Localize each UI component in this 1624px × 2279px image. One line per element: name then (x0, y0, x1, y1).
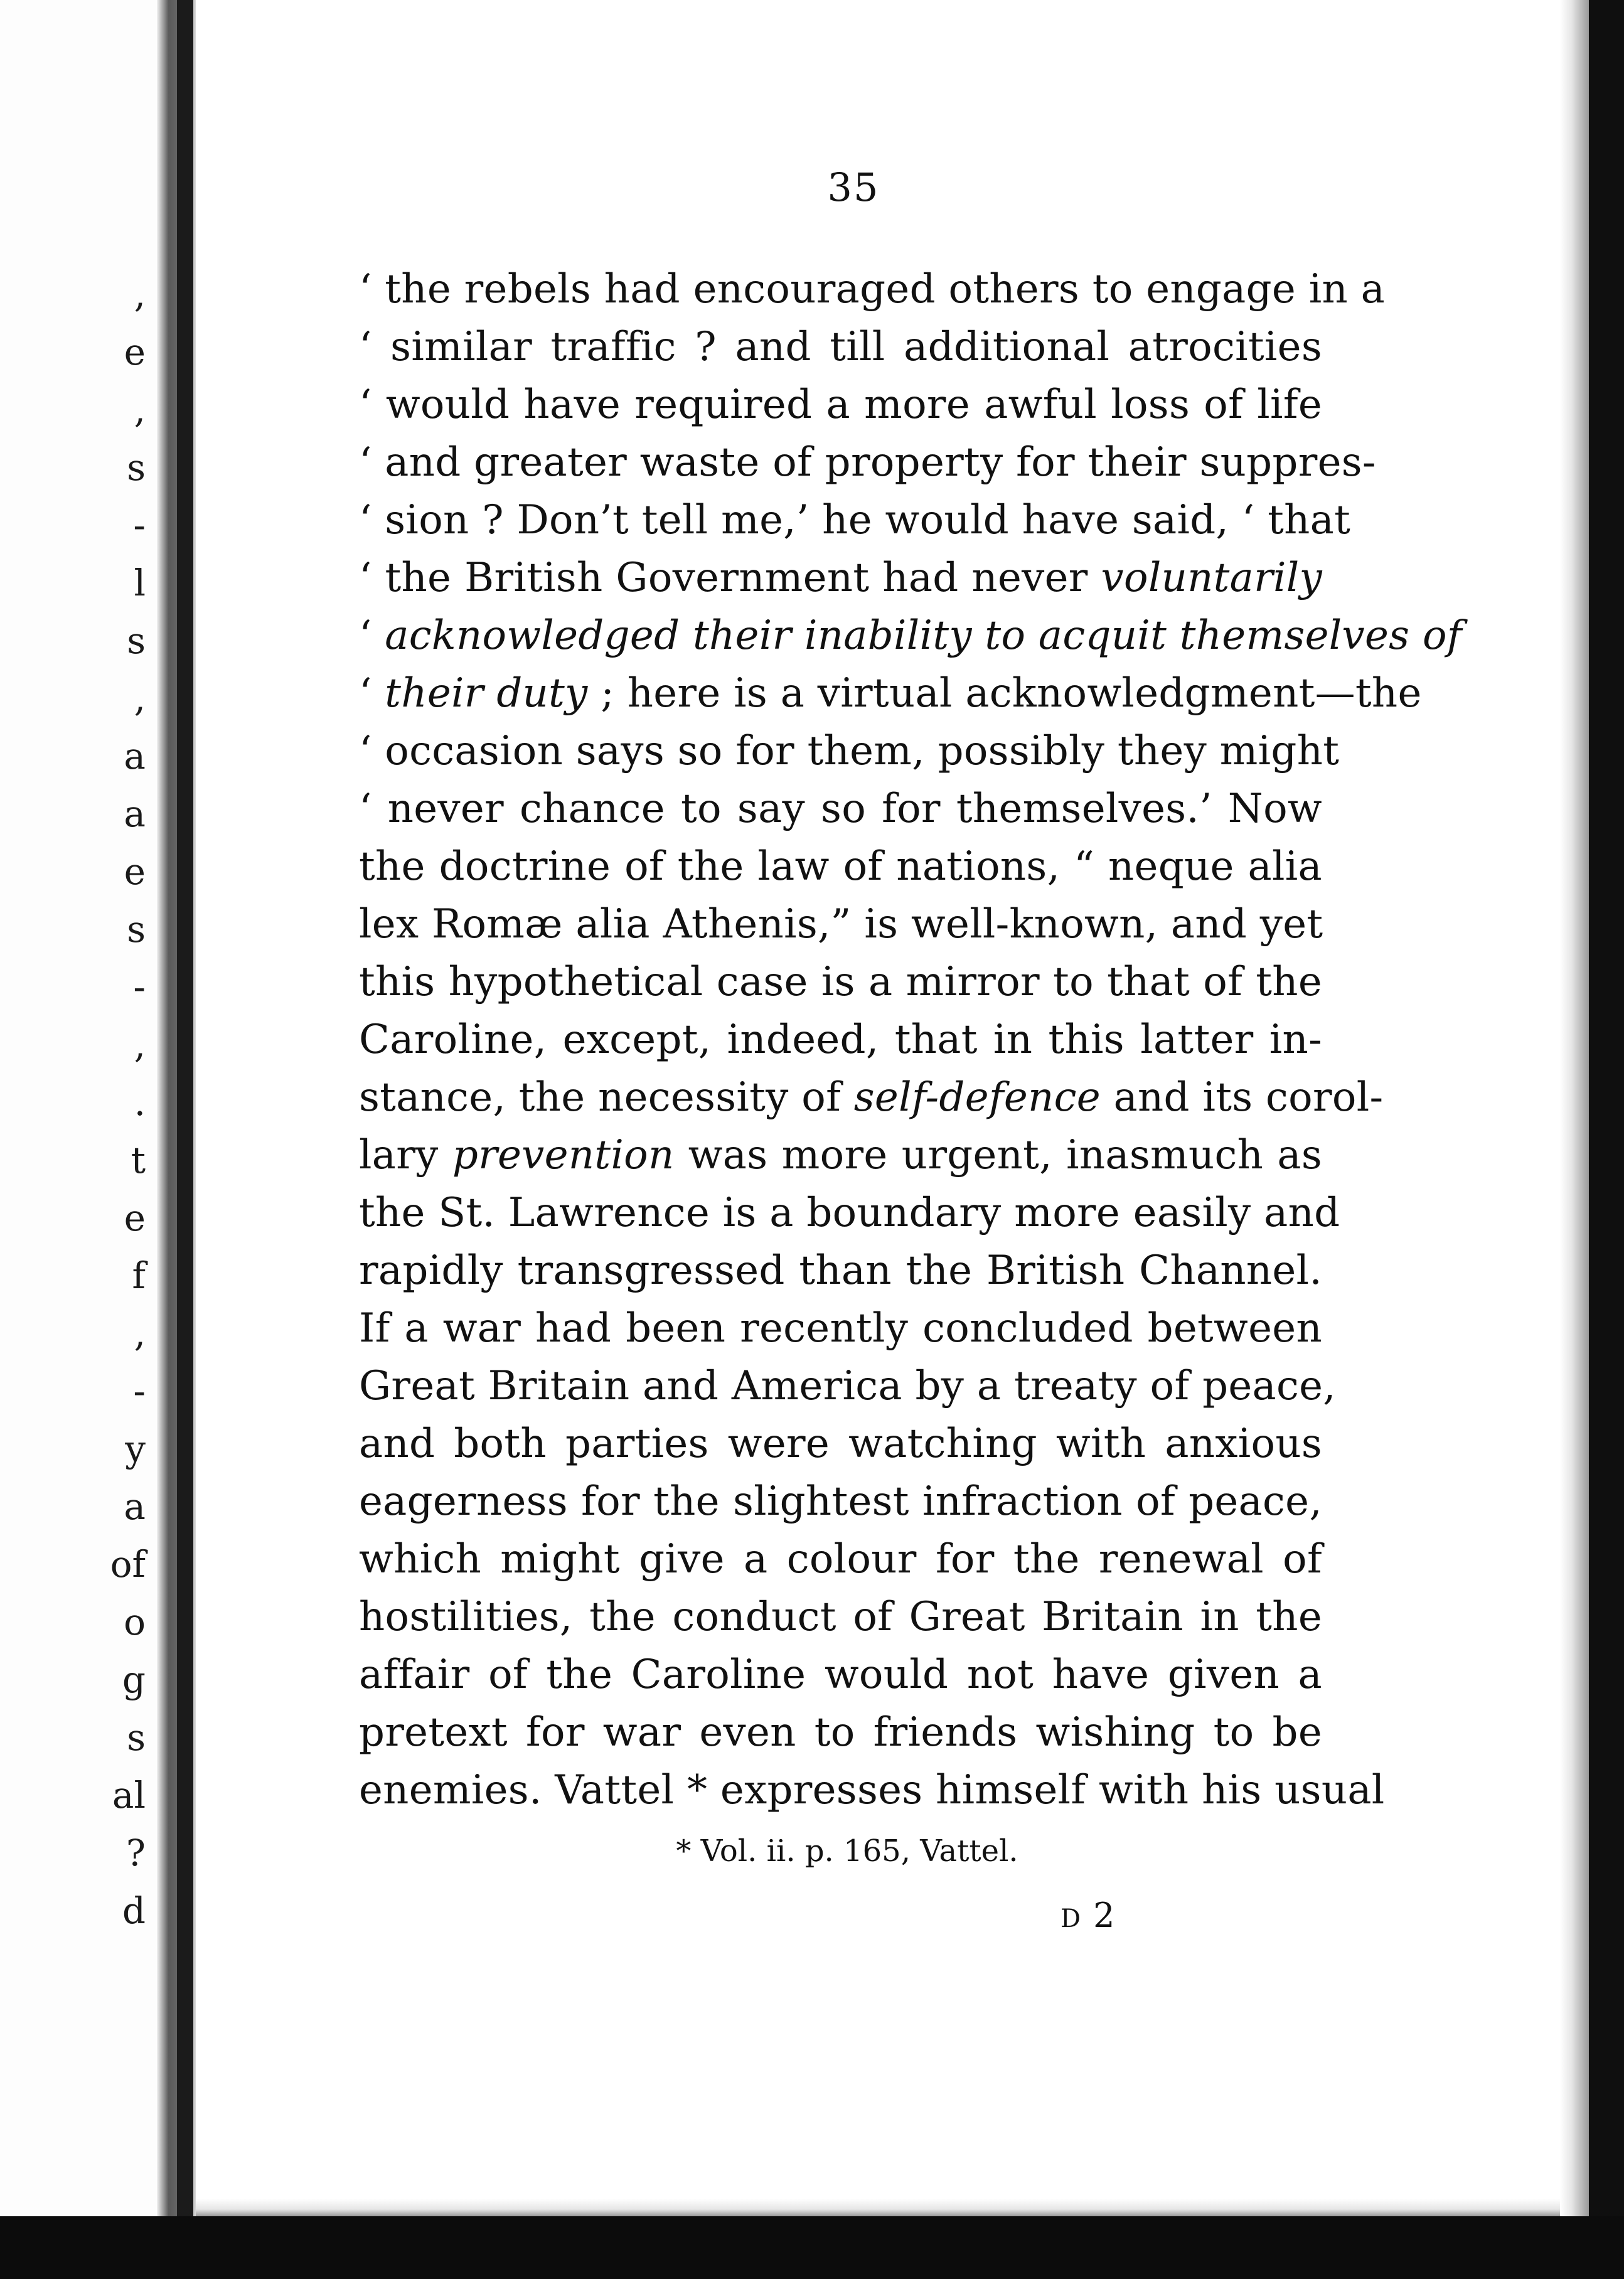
text-line (359, 260, 1386, 318)
text-line (359, 1530, 1322, 1588)
text-segment: enemies. Vattel * expresses himself with his usual (359, 1767, 1385, 1813)
facing-page-fragment: a (124, 793, 146, 835)
facing-page-fragment: , (134, 273, 146, 316)
facing-page-fragment: of (110, 1543, 146, 1586)
text-segment: lex Romæ alia Athenis,” is well-known, and yet (359, 901, 1323, 947)
text-line (359, 1126, 1322, 1184)
italic-text: voluntarily (1101, 555, 1322, 601)
facing-page-fragment: g (122, 1658, 146, 1701)
italic-text: prevention (452, 1132, 675, 1178)
facing-page-fragment: e (124, 1197, 146, 1239)
facing-page-fragment: a (124, 1485, 146, 1528)
text-segment: ‘ sion ? Don’t tell me,’ he would have said, ‘ that (359, 497, 1351, 543)
facing-page-fragment: , (134, 1312, 146, 1355)
scan-bottom-border (0, 2216, 1624, 2279)
text-segment: ‘ similar traffic ? and till additional atrocities (359, 324, 1322, 370)
facing-page-fragment: o (124, 1601, 146, 1643)
text-segment: the St. Lawrence is a boundary more easily and (359, 1190, 1340, 1236)
text-line (359, 953, 1322, 1011)
facing-page-fragment: , (134, 388, 146, 431)
text-segment: this hypothetical case is a mirror to that of the (359, 959, 1322, 1005)
facing-page-edge (0, 0, 157, 2279)
text-segment: lary (359, 1132, 452, 1178)
text-line (359, 1761, 1385, 1819)
text-segment: and its corol- (1100, 1074, 1384, 1121)
signature-mark (1060, 1894, 1148, 1941)
text-segment: ‘ never chance to say so for themselves.’ Now (359, 786, 1322, 832)
body-text (359, 260, 1462, 1819)
italic-text: their duty (385, 670, 588, 717)
facing-page-fragment: s (127, 1716, 146, 1759)
text-segment: hostilities, the conduct of Great Britain in the (359, 1594, 1322, 1640)
text-line (359, 1415, 1322, 1473)
text-line (359, 1242, 1322, 1300)
page-number: 35 (827, 164, 880, 210)
facing-page-fragment: s (127, 446, 146, 489)
text-line (359, 1588, 1322, 1646)
text-line (359, 376, 1322, 434)
text-segment: stance, the necessity of (359, 1074, 854, 1121)
scan-right-border (1589, 0, 1624, 2279)
text-line (359, 607, 1462, 664)
facing-page-fragment: - (133, 504, 146, 547)
facing-page-fragment: f (132, 1254, 146, 1297)
italic-text: acknowledged their inability to acquit themselves of (385, 612, 1462, 659)
text-segment: If a war had been recently concluded between (359, 1305, 1322, 1352)
text-line (359, 1704, 1322, 1761)
text-segment: Great Britain and America by a treaty of peace, (359, 1363, 1336, 1409)
facing-page-fragment: d (122, 1889, 146, 1932)
facing-page-fragment: s (127, 908, 146, 951)
facing-page-fragment: e (124, 850, 146, 893)
signature-letter: D (1060, 1904, 1082, 1933)
facing-page-fragment: . (134, 1081, 146, 1124)
facing-page-fragment: s (127, 619, 146, 662)
text-line (359, 549, 1322, 607)
text-line (359, 318, 1322, 376)
text-line (359, 1011, 1322, 1069)
text-segment: ‘ the British Government had never (359, 555, 1101, 601)
text-segment: the doctrine of the law of nations, “ neque alia (359, 843, 1322, 890)
text-segment: ; here is a virtual acknowledgment—the (587, 670, 1422, 717)
text-segment: eagerness for the slightest infraction of peace, (359, 1478, 1322, 1525)
facing-page-fragment: y (125, 1428, 146, 1470)
text-segment: ‘ (359, 670, 385, 717)
page-right-shading (1560, 0, 1589, 2279)
text-segment: and both parties were watching with anxious (359, 1421, 1322, 1467)
text-line (359, 838, 1322, 895)
text-segment: was more urgent, inasmuch as (674, 1132, 1323, 1178)
text-line (359, 1300, 1322, 1357)
text-line (359, 722, 1340, 780)
facing-page-fragment: al (112, 1774, 146, 1817)
facing-page-fragment: - (133, 1370, 146, 1412)
text-line (359, 491, 1351, 549)
facing-page-fragment: , (134, 677, 146, 720)
text-segment: Caroline, except, indeed, that in this latter in- (359, 1017, 1322, 1063)
text-line (359, 895, 1322, 953)
text-line (359, 1357, 1336, 1415)
text-segment: which might give a colour for the renewal of (359, 1536, 1322, 1582)
text-segment: rapidly transgressed than the British Channel. (359, 1247, 1322, 1294)
facing-page-fragment: l (134, 562, 146, 604)
text-line (359, 1473, 1322, 1530)
text-segment: ‘ (359, 612, 385, 659)
text-segment: ‘ occasion says so for them, possibly they might (359, 728, 1340, 774)
text-segment: affair of the Caroline would not have given a (359, 1652, 1322, 1698)
text-line (359, 664, 1422, 722)
facing-page-fragment: , (134, 1023, 146, 1066)
text-line (359, 1184, 1340, 1242)
signature-number: 2 (1093, 1896, 1115, 1935)
text-line (359, 434, 1376, 491)
facing-page-fragment: ? (126, 1832, 146, 1874)
text-segment: ‘ and greater waste of property for their suppres- (359, 439, 1376, 486)
text-line (359, 780, 1322, 838)
page-bottom-shading (196, 2199, 1560, 2216)
text-line (359, 1646, 1322, 1704)
text-segment: pretext for war even to friends wishing to be (359, 1709, 1322, 1756)
facing-page-fragment: e (124, 331, 146, 373)
facing-page-fragment: t (131, 1139, 146, 1182)
text-line (359, 1069, 1384, 1126)
text-segment: ‘ would have required a more awful loss of life (359, 382, 1322, 428)
gutter-shadow (177, 0, 193, 2279)
italic-text: self-defence (853, 1074, 1101, 1121)
footnote: * Vol. ii. p. 165, Vattel. (676, 1833, 1018, 1869)
text-segment: ‘ the rebels had encouraged others to engage in a (359, 266, 1386, 312)
facing-page-fragment: - (133, 966, 146, 1008)
facing-page-fragment: a (124, 735, 146, 777)
